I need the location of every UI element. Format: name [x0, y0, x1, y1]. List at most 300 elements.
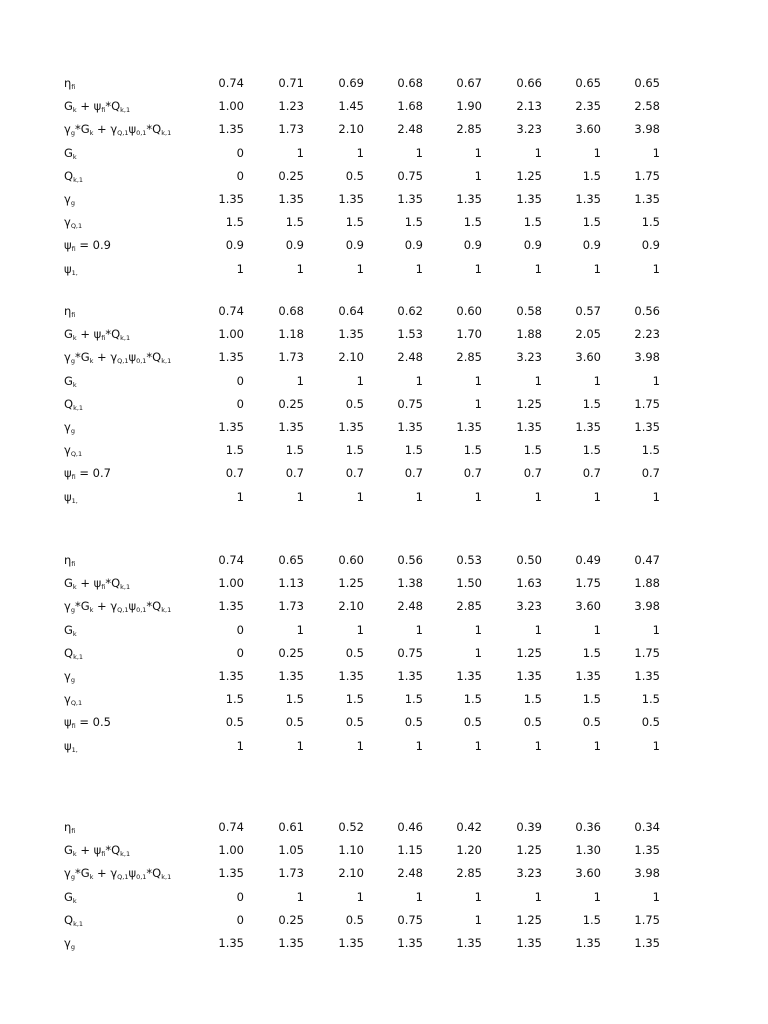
table-cell: 0.56 [634, 304, 660, 318]
table-cell: 1 [236, 489, 244, 504]
table-cell: 0.61 [278, 820, 304, 834]
table-cell: 0.74 [218, 553, 244, 567]
table-row [0, 95, 768, 118]
table-cell: 0 [236, 168, 244, 183]
table-cell: 1.35 [218, 935, 244, 950]
table-row [0, 665, 768, 688]
table-row [0, 735, 768, 758]
table-row [0, 370, 768, 393]
table-cell: 1 [474, 889, 482, 904]
table-cell: 0.53 [456, 553, 482, 567]
table-cell: 0 [236, 645, 244, 660]
table-cell: 0.9 [345, 238, 364, 253]
table-cell: 3.60 [575, 866, 601, 881]
table-cell: 1 [474, 912, 482, 927]
table-cell: 0.71 [278, 76, 304, 90]
table-row [0, 816, 768, 839]
table-cell: 0.25 [278, 168, 304, 183]
table-cell: 3.23 [516, 350, 542, 365]
table-cell: 1.70 [456, 327, 482, 342]
row-label: $G_k + \psi_{fi}*Q_{k,1}$ [64, 576, 131, 592]
table-cell: 1.5 [404, 443, 423, 458]
table-cell: 1 [652, 261, 660, 276]
table-cell: 1 [474, 373, 482, 388]
table-row [0, 323, 768, 346]
table-cell: 1.73 [278, 122, 304, 137]
table-cell: 1.23 [278, 99, 304, 114]
table-cell: 0.36 [575, 820, 601, 834]
table-cell: 0.5 [463, 715, 482, 730]
table-cell: 1.45 [338, 99, 364, 114]
table-cell: 1.00 [218, 327, 244, 342]
table-cell: 2.48 [397, 599, 423, 614]
table-cell: 1 [296, 738, 304, 753]
table-cell: 1.5 [345, 215, 364, 230]
table-cell: 3.98 [634, 599, 660, 614]
table-cell: 1.5 [582, 645, 601, 660]
table-cell: 1.73 [278, 350, 304, 365]
table-row [0, 462, 768, 485]
table-cell: 1.5 [582, 692, 601, 707]
table-cell: 1.5 [641, 443, 660, 458]
table-block-partial [0, 816, 768, 955]
table-row [0, 393, 768, 416]
table-cell: 1.5 [523, 443, 542, 458]
table-cell: 0.7 [404, 466, 423, 481]
row-label: $\psi_{1,}$ [64, 261, 78, 277]
row-label: $\gamma_{Q,1}$ [64, 692, 83, 708]
table-cell: 1.5 [345, 443, 364, 458]
table-row [0, 416, 768, 439]
table-cell: 1.5 [285, 692, 304, 707]
row-label: $\gamma_g*G_k + \gamma_{Q,1}\psi_{0,1}*Q_{k,1}$ [64, 866, 172, 882]
row-label: $\eta_{fi}$ [64, 76, 76, 91]
table-cell: 2.10 [338, 599, 364, 614]
row-label: $Q_{k,1}$ [64, 912, 84, 928]
table-cell: 0.7 [523, 466, 542, 481]
table-cell: 1 [474, 645, 482, 660]
table-cell: 1.35 [575, 668, 601, 683]
row-label: $\gamma_{Q,1}$ [64, 443, 83, 459]
table-cell: 1.35 [278, 668, 304, 683]
table-cell: 1 [652, 489, 660, 504]
table-cell: 0.74 [218, 820, 244, 834]
table-cell: 1.35 [516, 668, 542, 683]
table-block-psi-0-7 [0, 300, 768, 509]
table-cell: 1.35 [456, 668, 482, 683]
row-label: $\gamma_g$ [64, 668, 75, 684]
table-cell: 1.35 [338, 191, 364, 206]
table-cell: 1.68 [397, 99, 423, 114]
table-cell: 1.5 [404, 692, 423, 707]
table-cell: 0.9 [641, 238, 660, 253]
table-cell: 1 [593, 738, 601, 753]
table-cell: 1 [593, 889, 601, 904]
row-label: $G_k + \psi_{fi}*Q_{k,1}$ [64, 327, 131, 343]
table-cell: 2.85 [456, 350, 482, 365]
table-row [0, 711, 768, 734]
table-cell: 1 [534, 738, 542, 753]
table-row [0, 300, 768, 323]
table-cell: 0 [236, 145, 244, 160]
table-cell: 1.35 [516, 419, 542, 434]
table-row [0, 188, 768, 211]
table-row [0, 549, 768, 572]
table-row [0, 165, 768, 188]
table-cell: 2.05 [575, 327, 601, 342]
table-cell: 1.75 [634, 645, 660, 660]
table-cell: 1.35 [575, 935, 601, 950]
table-row [0, 572, 768, 595]
table-cell: 1.25 [338, 576, 364, 591]
table-cell: 1.35 [218, 350, 244, 365]
table-cell: 0.65 [278, 553, 304, 567]
table-cell: 1 [415, 622, 423, 637]
table-cell: 1.5 [523, 215, 542, 230]
table-cell: 1.30 [575, 843, 601, 858]
table-cell: 2.48 [397, 350, 423, 365]
table-cell: 1.5 [582, 396, 601, 411]
table-cell: 0.64 [338, 304, 364, 318]
table-cell: 0.75 [397, 168, 423, 183]
table-cell: 1 [474, 396, 482, 411]
table-cell: 1 [474, 145, 482, 160]
row-label: $G_k$ [64, 889, 77, 905]
table-cell: 1.75 [575, 576, 601, 591]
table-cell: 1.00 [218, 576, 244, 591]
table-cell: 1.25 [516, 645, 542, 660]
row-label: $Q_{k,1}$ [64, 396, 84, 412]
table-cell: 1 [296, 889, 304, 904]
table-row [0, 72, 768, 95]
table-cell: 0.39 [516, 820, 542, 834]
table-cell: 2.10 [338, 350, 364, 365]
table-cell: 1.35 [218, 599, 244, 614]
table-cell: 1 [296, 145, 304, 160]
table-cell: 1.35 [218, 668, 244, 683]
table-cell: 0.7 [285, 466, 304, 481]
table-row [0, 839, 768, 862]
table-cell: 1.35 [456, 191, 482, 206]
table-row [0, 439, 768, 462]
table-cell: 1.38 [397, 576, 423, 591]
table-cell: 1 [474, 622, 482, 637]
table-cell: 1.35 [634, 668, 660, 683]
table-cell: 1 [356, 489, 364, 504]
table-cell: 1 [236, 261, 244, 276]
table-cell: 1.73 [278, 866, 304, 881]
table-cell: 1.35 [338, 935, 364, 950]
table-cell: 1.50 [456, 576, 482, 591]
table-cell: 0.68 [397, 76, 423, 90]
table-cell: 0 [236, 373, 244, 388]
table-cell: 1.35 [397, 419, 423, 434]
table-cell: 0.9 [523, 238, 542, 253]
table-cell: 0.5 [345, 168, 364, 183]
row-label: $\gamma_g$ [64, 191, 75, 207]
table-cell: 2.23 [634, 327, 660, 342]
table-cell: 1 [356, 261, 364, 276]
table-cell: 1 [415, 889, 423, 904]
table-cell: 2.13 [516, 99, 542, 114]
row-label: $G_k$ [64, 622, 77, 638]
table-cell: 0.7 [582, 466, 601, 481]
table-cell: 3.60 [575, 599, 601, 614]
table-cell: 1 [296, 622, 304, 637]
table-cell: 3.98 [634, 350, 660, 365]
table-cell: 1.73 [278, 599, 304, 614]
table-cell: 0.67 [456, 76, 482, 90]
table-cell: 1.35 [218, 191, 244, 206]
table-cell: 0 [236, 622, 244, 637]
table-cell: 2.48 [397, 122, 423, 137]
table-cell: 1 [652, 738, 660, 753]
table-cell: 1 [356, 145, 364, 160]
table-cell: 1.75 [634, 912, 660, 927]
table-cell: 0.25 [278, 396, 304, 411]
table-cell: 1.35 [278, 935, 304, 950]
table-cell: 1.25 [516, 168, 542, 183]
table-cell: 1 [415, 373, 423, 388]
table-row [0, 346, 768, 369]
row-label: $\psi_{fi} = 0.7$ [64, 466, 111, 482]
table-row [0, 142, 768, 165]
table-row [0, 932, 768, 955]
table-cell: 1.5 [225, 215, 244, 230]
row-label: $\gamma_g$ [64, 935, 75, 951]
table-cell: 0.5 [225, 715, 244, 730]
table-cell: 1 [474, 489, 482, 504]
table-cell: 1.35 [575, 419, 601, 434]
table-cell: 1.35 [278, 419, 304, 434]
row-label: $\psi_{1,}$ [64, 738, 78, 754]
table-cell: 1.35 [634, 419, 660, 434]
table-cell: 1 [296, 489, 304, 504]
table-row [0, 642, 768, 665]
table-cell: 1 [296, 373, 304, 388]
table-cell: 1 [415, 489, 423, 504]
table-cell: 1.5 [404, 215, 423, 230]
table-cell: 3.23 [516, 866, 542, 881]
row-label: $G_k$ [64, 145, 77, 161]
table-cell: 2.10 [338, 866, 364, 881]
table-cell: 0.75 [397, 912, 423, 927]
table-cell: 1 [534, 373, 542, 388]
table-cell: 3.98 [634, 122, 660, 137]
table-cell: 1.05 [278, 843, 304, 858]
table-cell: 1.35 [456, 419, 482, 434]
table-cell: 0.25 [278, 645, 304, 660]
table-cell: 1.5 [582, 443, 601, 458]
table-cell: 1 [474, 261, 482, 276]
table-cell: 1.5 [225, 443, 244, 458]
table-cell: 2.85 [456, 599, 482, 614]
table-cell: 1.5 [345, 692, 364, 707]
table-cell: 1 [474, 738, 482, 753]
table-cell: 1.88 [516, 327, 542, 342]
table-cell: 0.60 [338, 553, 364, 567]
row-label: $\gamma_g*G_k + \gamma_{Q,1}\psi_{0,1}*Q_{k,1}$ [64, 122, 172, 138]
table-cell: 1.35 [338, 327, 364, 342]
table-row [0, 211, 768, 234]
table-cell: 0.7 [345, 466, 364, 481]
table-cell: 0.58 [516, 304, 542, 318]
table-cell: 0.7 [225, 466, 244, 481]
table-cell: 0.5 [582, 715, 601, 730]
table-cell: 0.65 [575, 76, 601, 90]
table-cell: 0 [236, 912, 244, 927]
table-cell: 1.5 [582, 168, 601, 183]
table-cell: 1.35 [218, 419, 244, 434]
table-cell: 1.88 [634, 576, 660, 591]
table-cell: 0.25 [278, 912, 304, 927]
table-cell: 1.5 [641, 215, 660, 230]
table-cell: 0 [236, 889, 244, 904]
table-cell: 1 [356, 738, 364, 753]
table-cell: 1 [534, 261, 542, 276]
table-cell: 1 [652, 145, 660, 160]
table-cell: 1.35 [516, 191, 542, 206]
table-cell: 0.49 [575, 553, 601, 567]
table-cell: 1.20 [456, 843, 482, 858]
table-cell: 1.5 [225, 692, 244, 707]
row-label: $\gamma_g*G_k + \gamma_{Q,1}\psi_{0,1}*Q_{k,1}$ [64, 350, 172, 366]
table-cell: 0 [236, 396, 244, 411]
table-cell: 0.5 [345, 912, 364, 927]
table-cell: 0.65 [634, 76, 660, 90]
table-cell: 2.85 [456, 866, 482, 881]
table-cell: 1.90 [456, 99, 482, 114]
table-cell: 1.35 [397, 935, 423, 950]
table-cell: 0.9 [225, 238, 244, 253]
table-cell: 1.5 [641, 692, 660, 707]
row-label: $\psi_{fi} = 0.9$ [64, 238, 111, 254]
table-cell: 1.15 [397, 843, 423, 858]
row-label: $\eta_{fi}$ [64, 304, 76, 319]
table-cell: 0.9 [582, 238, 601, 253]
table-row [0, 688, 768, 711]
table-cell: 0.7 [463, 466, 482, 481]
table-row [0, 862, 768, 885]
table-cell: 0.34 [634, 820, 660, 834]
table-cell: 0.74 [218, 76, 244, 90]
table-cell: 1 [236, 738, 244, 753]
row-label: $G_k$ [64, 373, 77, 389]
table-cell: 1.25 [516, 396, 542, 411]
table-row [0, 595, 768, 618]
table-cell: 1.18 [278, 327, 304, 342]
row-label: $Q_{k,1}$ [64, 168, 84, 184]
table-cell: 1 [652, 622, 660, 637]
table-cell: 1.35 [218, 122, 244, 137]
table-cell: 3.60 [575, 122, 601, 137]
table-row [0, 886, 768, 909]
table-cell: 1.5 [582, 912, 601, 927]
table-cell: 0.9 [285, 238, 304, 253]
table-cell: 2.10 [338, 122, 364, 137]
table-cell: 0.75 [397, 396, 423, 411]
table-cell: 1.53 [397, 327, 423, 342]
table-cell: 1.75 [634, 396, 660, 411]
table-cell: 0.5 [523, 715, 542, 730]
table-cell: 1 [593, 373, 601, 388]
table-cell: 0.60 [456, 304, 482, 318]
table-cell: 1.5 [463, 443, 482, 458]
table-cell: 0.5 [641, 715, 660, 730]
table-block-psi-0-5 [0, 549, 768, 758]
table-cell: 1 [356, 622, 364, 637]
table-cell: 0.46 [397, 820, 423, 834]
table-cell: 0.5 [345, 645, 364, 660]
table-cell: 1.35 [456, 935, 482, 950]
table-cell: 1 [415, 145, 423, 160]
table-cell: 0.7 [641, 466, 660, 481]
table-cell: 1 [593, 622, 601, 637]
table-cell: 0.57 [575, 304, 601, 318]
table-cell: 1.35 [397, 191, 423, 206]
table-cell: 1.5 [463, 692, 482, 707]
table-cell: 1 [652, 889, 660, 904]
row-label: $G_k + \psi_{fi}*Q_{k,1}$ [64, 843, 131, 859]
table-row [0, 486, 768, 509]
table-cell: 0.5 [345, 396, 364, 411]
table-cell: 0.5 [404, 715, 423, 730]
table-cell: 2.85 [456, 122, 482, 137]
table-cell: 1.35 [516, 935, 542, 950]
table-cell: 1.35 [218, 866, 244, 881]
table-cell: 1.25 [516, 843, 542, 858]
table-cell: 1.63 [516, 576, 542, 591]
table-cell: 0.5 [345, 715, 364, 730]
row-label: $\eta_{fi}$ [64, 820, 76, 835]
table-cell: 1.10 [338, 843, 364, 858]
table-row [0, 234, 768, 257]
table-cell: 1.35 [634, 843, 660, 858]
table-cell: 1.35 [278, 191, 304, 206]
table-cell: 0.75 [397, 645, 423, 660]
table-cell: 0.9 [404, 238, 423, 253]
table-cell: 1 [415, 261, 423, 276]
table-cell: 3.23 [516, 599, 542, 614]
table-cell: 0.56 [397, 553, 423, 567]
table-cell: 1.35 [575, 191, 601, 206]
table-cell: 1 [534, 489, 542, 504]
table-cell: 1.5 [285, 215, 304, 230]
table-cell: 1 [593, 145, 601, 160]
table-row [0, 909, 768, 932]
table-cell: 0.42 [456, 820, 482, 834]
table-cell: 1.5 [523, 692, 542, 707]
row-label: $\eta_{fi}$ [64, 553, 76, 568]
table-cell: 0.68 [278, 304, 304, 318]
row-label: $Q_{k,1}$ [64, 645, 84, 661]
table-cell: 1.00 [218, 843, 244, 858]
table-cell: 2.48 [397, 866, 423, 881]
table-cell: 0.47 [634, 553, 660, 567]
table-cell: 0.62 [397, 304, 423, 318]
table-cell: 1.13 [278, 576, 304, 591]
table-cell: 1 [296, 261, 304, 276]
table-cell: 1 [415, 738, 423, 753]
table-cell: 3.98 [634, 866, 660, 881]
table-cell: 1.35 [338, 668, 364, 683]
row-label: $\psi_{fi} = 0.5$ [64, 715, 111, 731]
row-label: $G_k + \psi_{fi}*Q_{k,1}$ [64, 99, 131, 115]
table-cell: 0.66 [516, 76, 542, 90]
table-row [0, 258, 768, 281]
table-cell: 1.5 [463, 215, 482, 230]
table-row [0, 118, 768, 141]
